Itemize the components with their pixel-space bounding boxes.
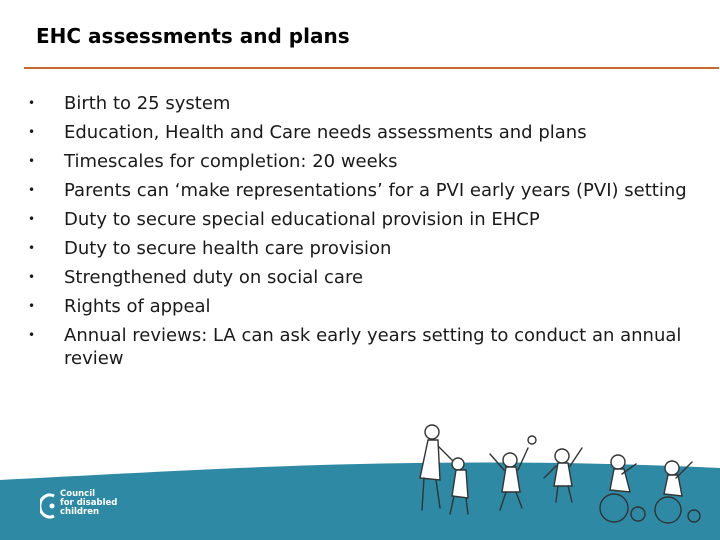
list-item-text: Parents can ‘make representations’ for a PVI early years (PVI) setting — [64, 180, 687, 201]
list-item — [28, 92, 708, 115]
logo-text-line: for disabled — [60, 498, 118, 508]
bullet-icon: • — [28, 96, 36, 110]
list-item — [28, 295, 708, 318]
list-item — [28, 179, 708, 202]
list-item-text: Education, Health and Care needs assessments and plans — [64, 122, 587, 143]
list-item-text: Rights of appeal — [64, 296, 211, 317]
title-divider — [24, 67, 719, 69]
list-item-text: Annual reviews: LA can ask early years setting to conduct an annual review — [64, 325, 682, 369]
list-item — [28, 121, 708, 144]
list-item-text: Strengthened duty on social care — [64, 267, 364, 288]
bullet-icon: • — [28, 328, 36, 342]
bullet-icon: • — [28, 125, 36, 139]
logo-text-line: children — [60, 507, 100, 517]
slide-title: EHC assessments and plans — [36, 24, 350, 48]
list-item — [28, 150, 708, 173]
bullet-icon: • — [28, 299, 36, 313]
list-item-text: Timescales for completion: 20 weeks — [64, 151, 398, 172]
bullet-icon: • — [28, 154, 36, 168]
list-item — [28, 266, 708, 289]
bullet-list — [28, 92, 708, 376]
list-item-text: Birth to 25 system — [64, 93, 231, 114]
bullet-icon: • — [28, 212, 36, 226]
list-item — [28, 324, 708, 370]
list-item — [28, 237, 708, 260]
logo-text-line: Council — [60, 489, 96, 499]
list-item — [28, 208, 708, 231]
children-illustration — [410, 418, 710, 528]
list-item-text: Duty to secure health care provision — [64, 238, 392, 259]
list-item-text: Duty to secure special educational provision in EHCP — [64, 209, 540, 230]
bullet-icon: • — [28, 241, 36, 255]
bullet-icon: • — [28, 270, 36, 284]
bullet-icon: • — [28, 183, 36, 197]
logo-mark-icon — [40, 492, 58, 520]
